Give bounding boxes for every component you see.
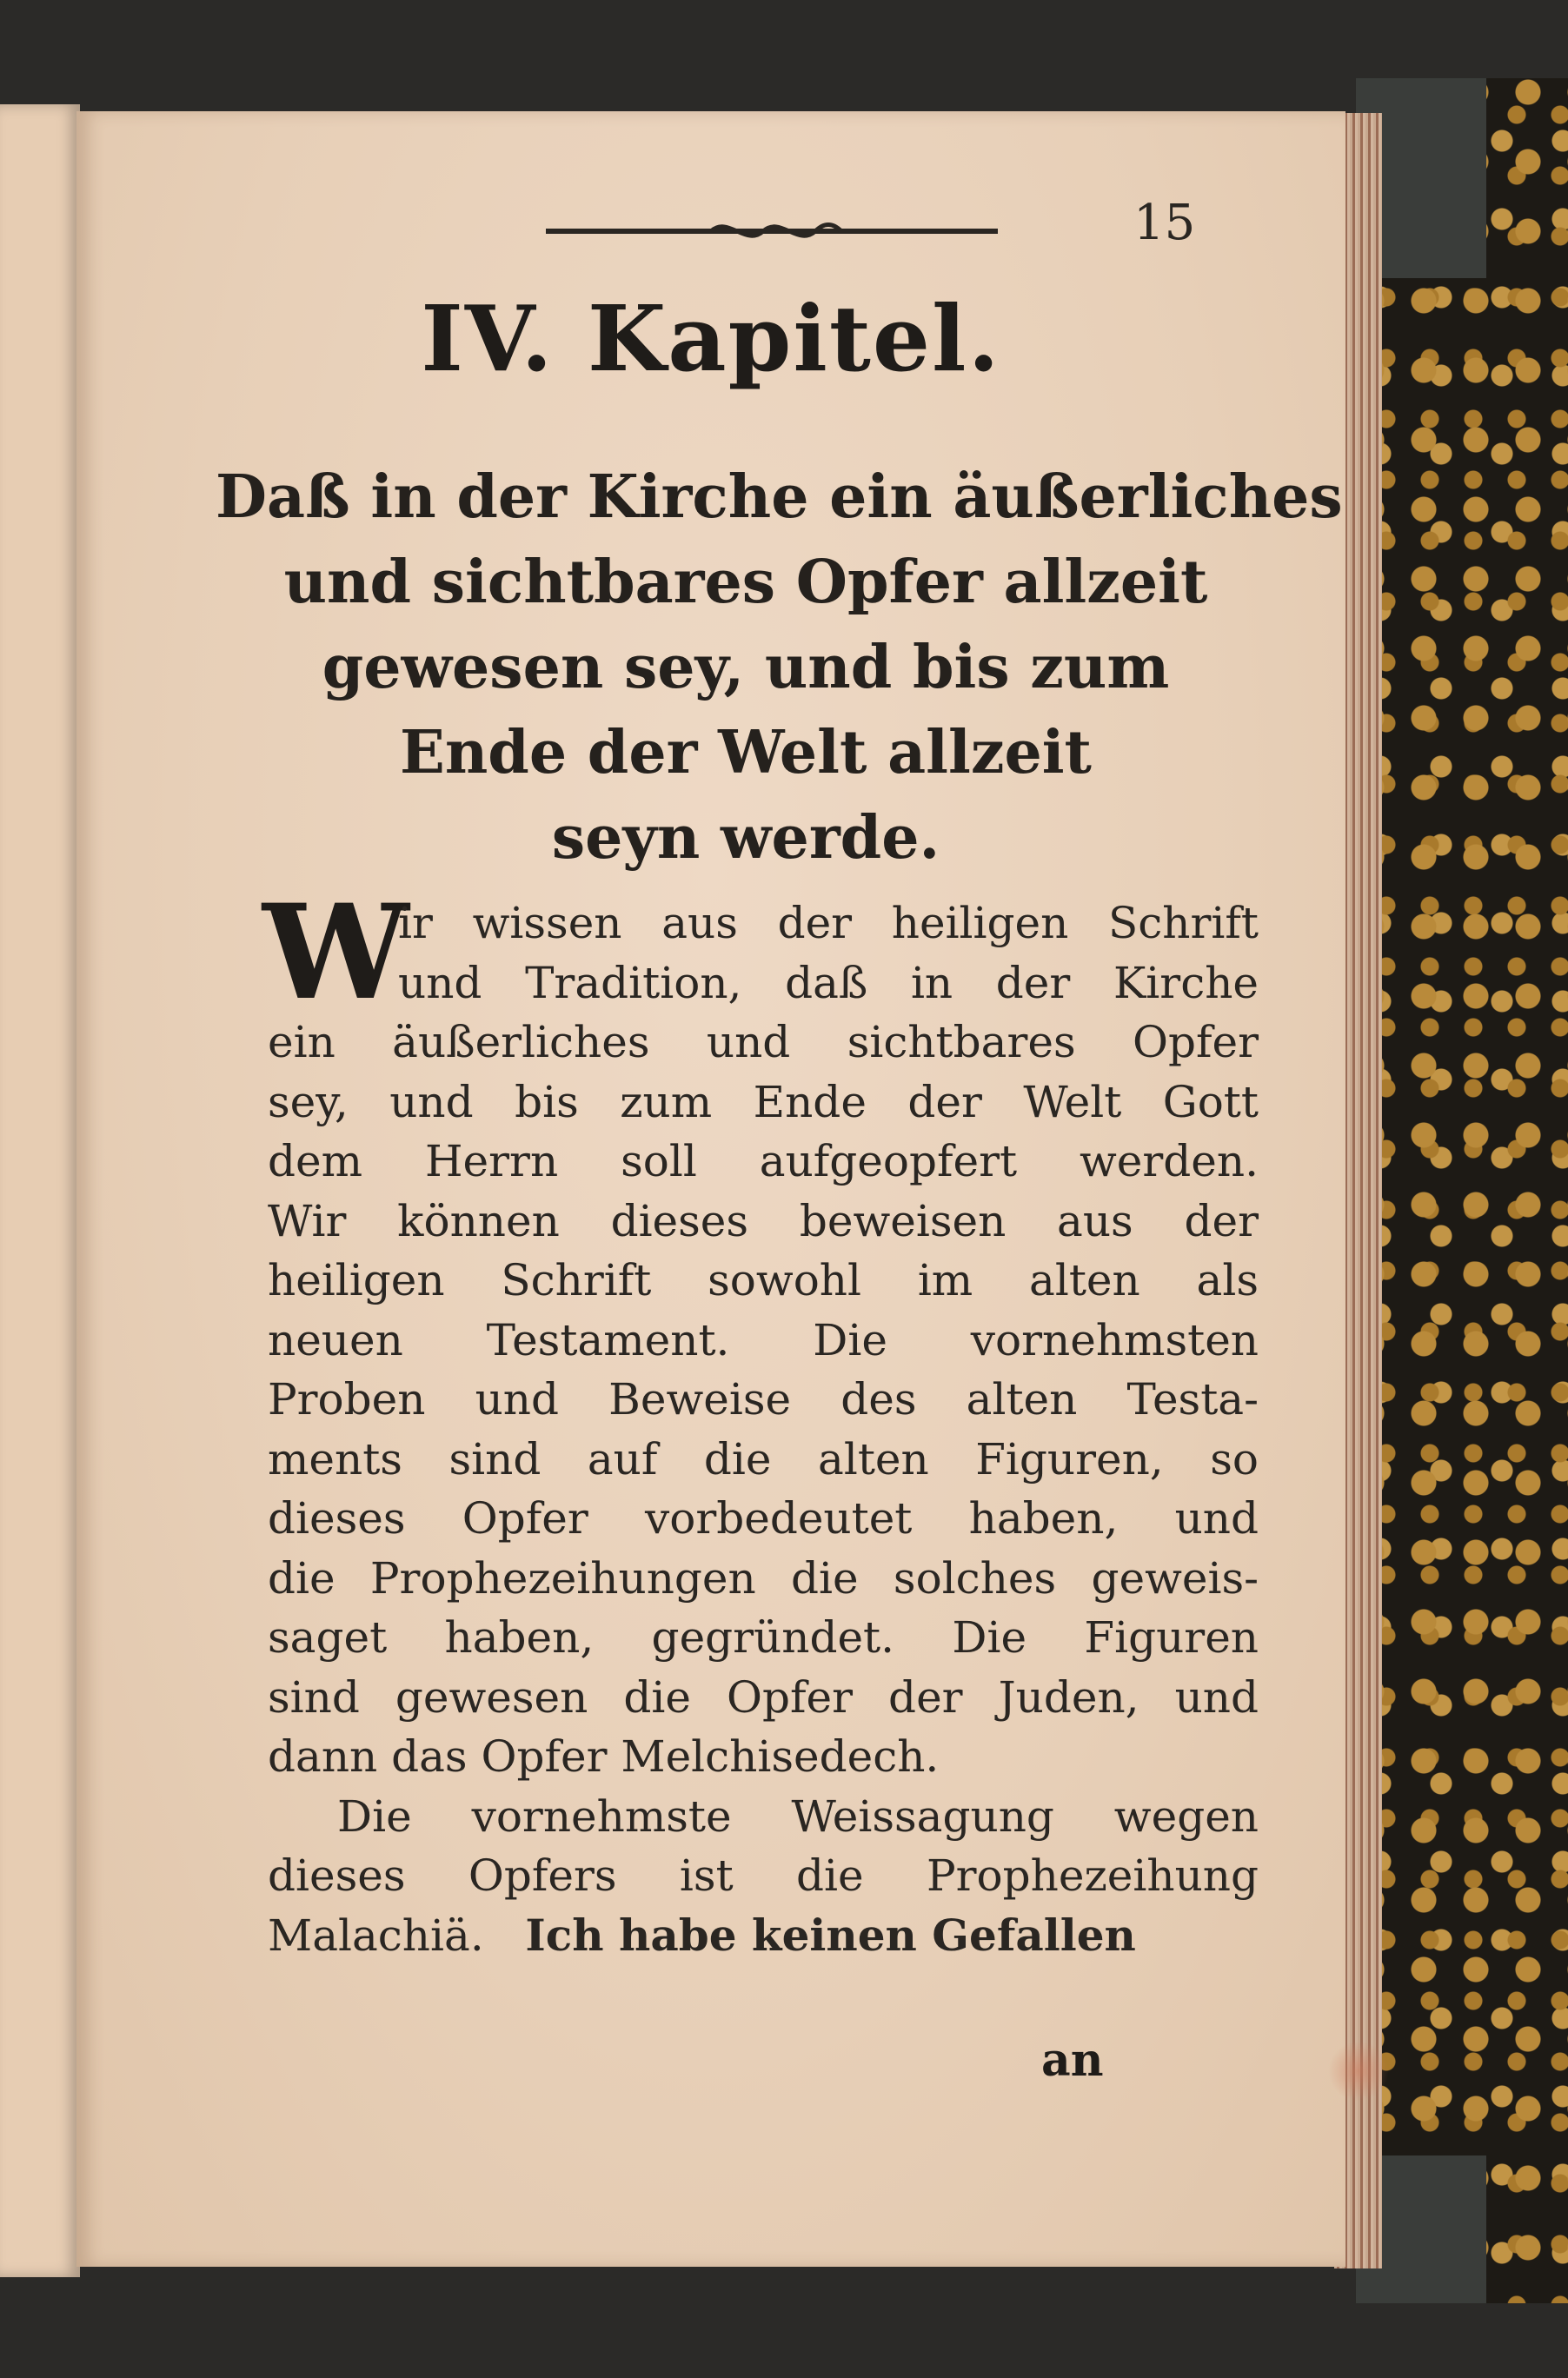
body-line: Proben und Beweise des alten Testa- (268, 1374, 1259, 1425)
left-page (0, 104, 80, 2277)
subtitle-line: Daß in der Kirche ein äußerliches (216, 462, 1343, 532)
ornament-rule (546, 214, 998, 249)
catchword: an (1041, 2034, 1104, 2087)
body-text (268, 893, 1259, 1965)
body-line: sind gewesen die Opfer der Juden, und (268, 1671, 1259, 1723)
body-line: sey, und bis zum Ende der Welt Gott (268, 1076, 1259, 1127)
body-line: Die vornehmste Weissagung wegen (337, 1790, 1259, 1842)
chapter-title: IV. Kapitel. (421, 285, 1001, 392)
page-number: 15 (1133, 195, 1196, 251)
body-line: Wir können dieses beweisen aus der (268, 1195, 1259, 1246)
paper-stain (1328, 2041, 1389, 2102)
body-line: und Tradition, daß in der Kirche (398, 957, 1259, 1008)
subtitle-line: seyn werde. (551, 803, 940, 873)
drop-cap: W (262, 876, 409, 1029)
subtitle-line: gewesen sey, und bis zum (322, 633, 1170, 702)
body-line: ir wissen aus der heiligen Schrift (398, 898, 1259, 948)
body-line: ments sind auf die alten Figuren, so (268, 1433, 1259, 1485)
marbled-cover (1356, 78, 1568, 2303)
emphasis-text: Ich habe keinen Gefallen (525, 1909, 1136, 1961)
body-line: neuen Testament. Die vornehmsten (268, 1314, 1259, 1365)
body-line: ein äußerliches und sichtbares Opfer (268, 1017, 1259, 1067)
subtitle-line: Ende der Welt allzeit (400, 718, 1092, 787)
book-page (76, 111, 1345, 2267)
body-line: die Prophezeihungen die solches geweis- (268, 1552, 1259, 1604)
body-line: heiligen Schrift sowohl im alten als (268, 1255, 1259, 1305)
body-line-start: Malachiä. (268, 1910, 484, 1961)
body-line: dieses Opfer vorbedeutet haben, und (268, 1493, 1259, 1544)
body-line-with-emphasis (268, 1906, 1259, 1966)
body-line: dem Herrn soll aufgeopfert werden. (268, 1136, 1259, 1186)
body-line: dieses Opfers ist die Prophezeihung (268, 1850, 1259, 1901)
subtitle-line: und sichtbares Opfer allzeit (283, 548, 1208, 617)
body-line: saget haben, gegründet. Die Figuren (268, 1612, 1259, 1663)
body-line: dann das Opfer Melchisedech. (268, 1731, 940, 1782)
chapter-subtitle (216, 455, 1343, 880)
